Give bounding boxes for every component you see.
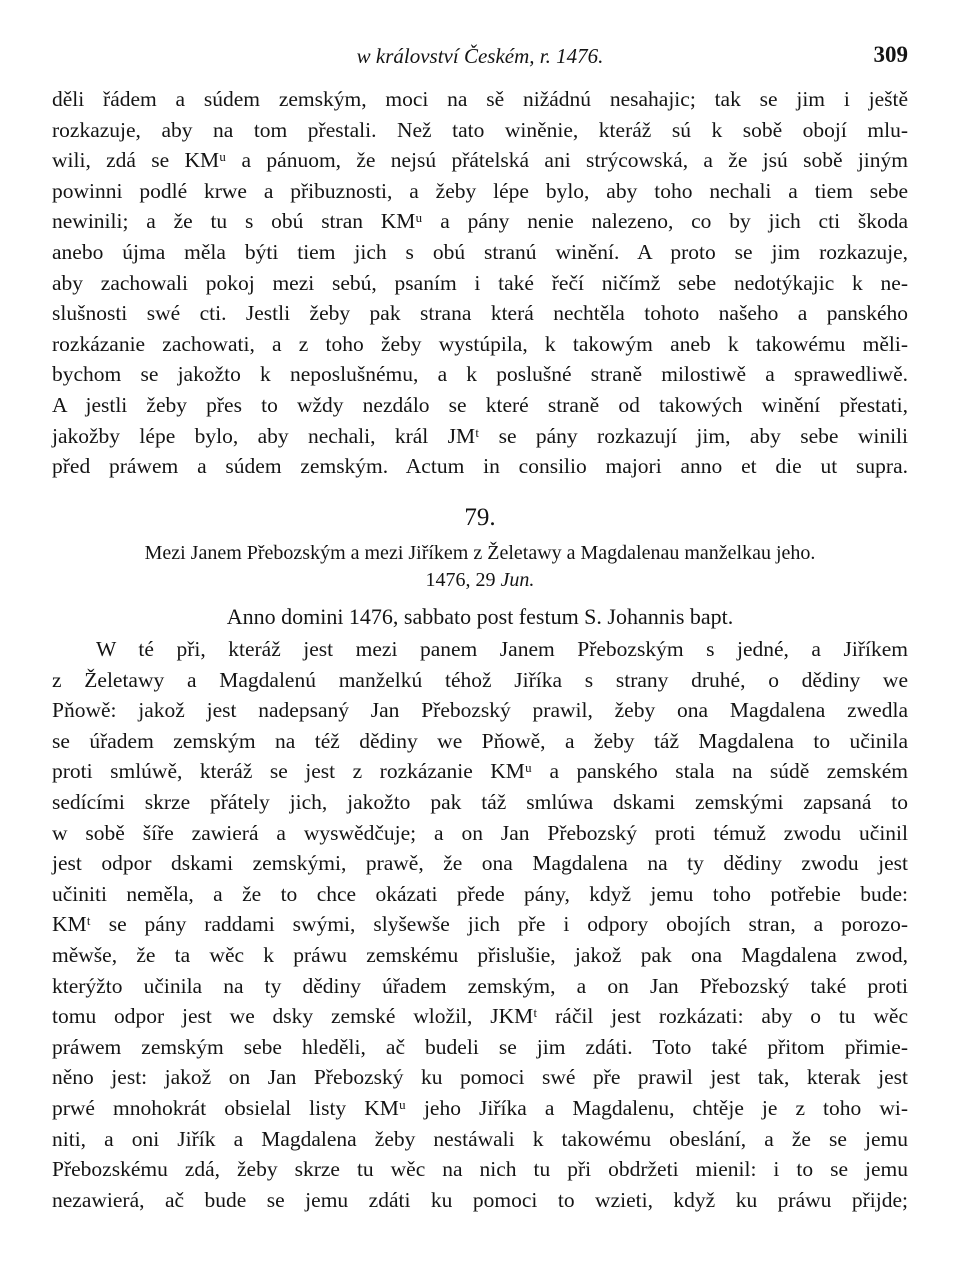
document-body [52,634,908,1215]
text-line: bychom se jakožto k neposlušnému, a k poslušné straně milostiwě a sprawedliwě. [52,362,908,387]
text-line: A jestli žeby přes to wždy nezdálo se které straně od takowých winění přestati, [52,392,908,417]
text-line: rozkazuje, aby na tom přestali. Než tato winěnie, kteráž sú k sobě obojí mlu- [52,117,908,142]
text-line: kterýžto učinila na ty dědiny úřadem zemským, a on Jan Přebozský také proti [52,973,908,998]
text-line: w sobě šíře zawierá a wyswědčuje; a on Jan Přebozský proti témuž zwodu učinil [52,820,908,845]
text-line: práwem zemským sebe hleděli, ač budeli se jim zdáti. Toto také přitom přimie- [52,1034,908,1059]
page-number: 309 [873,42,908,67]
regest-date-month: Jun. [500,569,535,591]
paragraph-continued [52,84,908,482]
text-line: tomu odpor jest we dsky zemské wložil, JKMᵗ ráčil jest rozkázati: aby o tu wěc [52,1004,908,1029]
dating-line: Anno domini 1476, sabbato post festum S. Johannis bapt. [226,604,734,629]
regest-date-day: 1476, 29 [425,569,496,591]
page-header [52,40,908,74]
text-line: anebo újma měla býti tiem jich s obú stranú winění. A proto se jim rozkazuje, [52,239,908,264]
text-line: děli řádem a súdem zemským, moci na sě nižádnú nesahajic; tak se jim i ještě [52,87,908,111]
text-line: prwé mnohokrát obsielal listy KMᵘ jeho Jiříka a Magdalenu, chtěje je z toho wi- [52,1095,908,1120]
text-line: před práwem a súdem zemským. Actum in consilio majori anno et die ut supra. [52,454,908,479]
text-line: se úřadem zemským na též dědiny we Pňowě, a žeby táž Magdalena to učinila [52,728,908,753]
regest-date [52,567,908,594]
running-title: w království Českém, r. 1476. [356,44,604,68]
text-line: měwše, že ta wěc k práwu zemskému přislušie, jakož pak ona Magdalena zwod, [52,942,908,967]
text-line: aby zachowali pokoj mezi sebú, psaním i také řečí ničímž sebe nedotýkajic k ne- [52,270,908,295]
text-line: rozkázanie zachowati, a z toho žeby wystúpila, k takowým aneb k takowému měli- [52,331,908,356]
regest-summary: Mezi Janem Přebozským a mezi Jiříkem z Želetawy a Magdalenau manželkau jeho. [144,542,816,564]
text-line: z Želetawy a Magdalenú manželkú téhož Jiříka s strany druhé, o dědiny we [52,667,908,692]
text-line: proti smlúwě, kteráž se jest z rozkázanie KMᵘ a panského stala na súdě zemském [52,759,908,784]
text-line: slušnosti swé cti. Jestli žeby pak strana která nechtěla tohoto našeho a panského [52,301,908,326]
text-line: sedícími skrze přátely jich, jakožto pak táž smlúwa dskami zemskými zapsaná to [52,789,908,814]
text-line: wili, zdá se KMᵘ a pánuom, že nejsú přátelská ani strýcowská, a že jsú sobě jiným [52,148,908,173]
text-line: powinni podlé krwe a přibuznosti, a žeby lépe bylo, aby toho nechali a tiem sebe [52,178,908,203]
text-line: newinili; a že tu s obú stran KMᵘ a pány nenie nalezeno, co by jich cti škoda [52,209,908,234]
document-regest [52,540,908,594]
text-line: niti, a oni Jiřík a Magdalena žeby nestáwali k takowému obeslání, a že se jemu [52,1126,908,1151]
document-number: 79. [464,504,496,531]
text-line: jest odpor dskami zemskými, prawě, že ona Magdalena na ty dědiny zwodu jest [52,851,908,876]
text-line: Přebozskému zdá, žeby skrze tu wěc na nich tu při obdržeti mienil: i to se jemu [52,1157,908,1182]
text-line: učiniti neměla, a že to chce okázati přede pány, když jemu toho potřebie bude: [52,881,908,906]
text-line: jakožby lépe bylo, aby nechali, král JMᵗ se pány rozkazují jim, aby sebe winili [52,423,908,448]
text-line: Pňowě: jakož jest nadepsaný Jan Přebozský prawil, žeby ona Magdalena zwedla [52,698,908,723]
text-line: KMᵗ se pány raddami swými, slyšewše jich pře i odpory obojích stran, a porozo- [52,912,908,937]
text-line: nezawierá, ač bude se jemu zdáti ku pomoci to wzieti, když ku práwu přijde; [52,1187,908,1212]
text-line: W té při, kteráž jest mezi panem Janem Přebozským s jedné, a Jiříkem [96,637,908,661]
text-line: něno jest: jakož on Jan Přebozský ku pomoci swé pře prawil jest tak, kterak jest [52,1065,908,1090]
